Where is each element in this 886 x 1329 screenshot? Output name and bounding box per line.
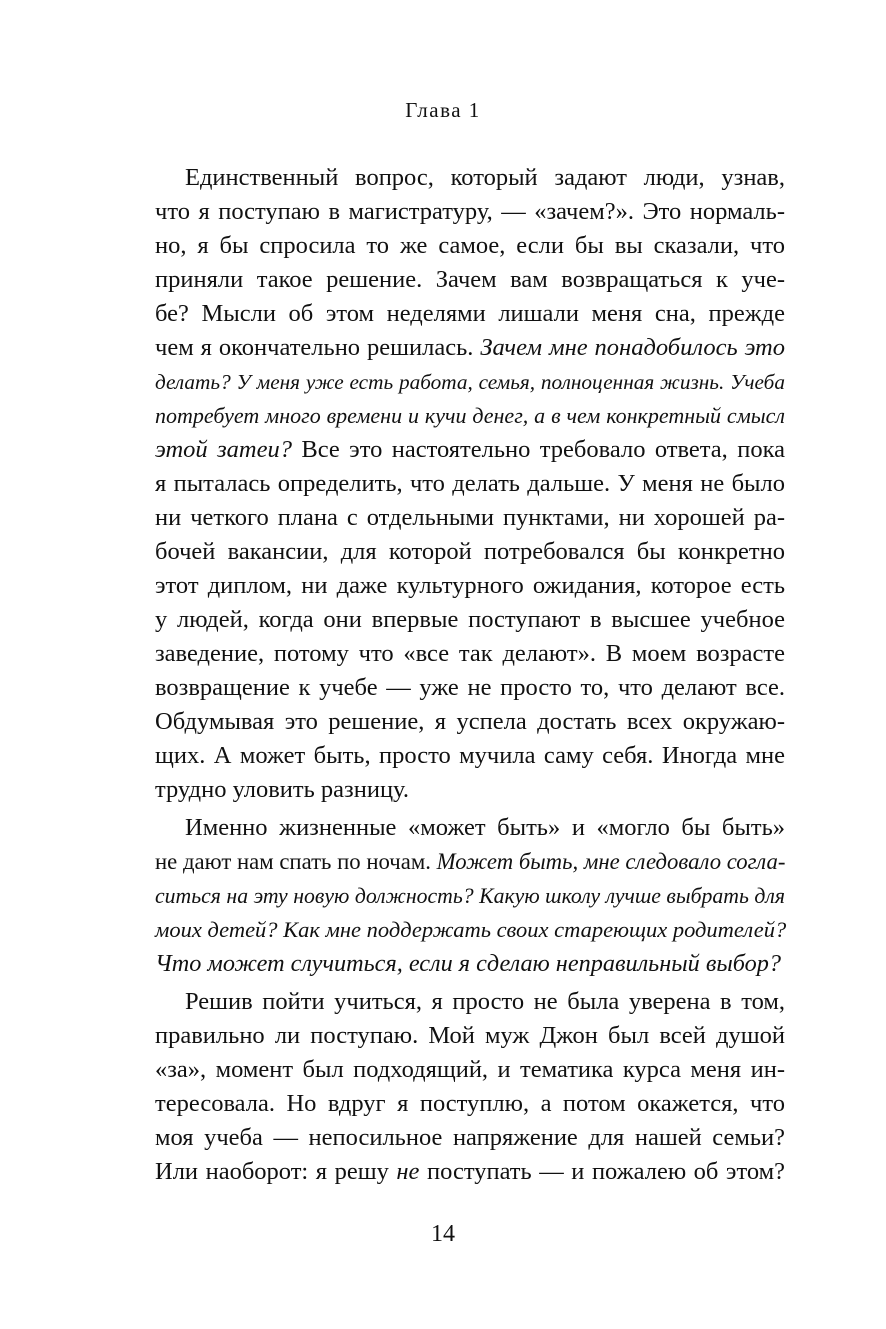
text-line: что я поступаю в магистратуру, — «зачем?». Это нормаль- — [155, 198, 785, 225]
text-line: ни четкого плана с отдельными пунктами, ни хорошей ра- — [155, 504, 785, 531]
italic-text: Что может случиться, если я сделаю неправильный выбор? — [155, 950, 782, 977]
italic-text: моих детей? Как мне поддержать своих стареющих родителей? — [155, 917, 787, 942]
text-line — [155, 913, 785, 947]
italic-text: Зачем мне понадобилось это — [480, 334, 785, 361]
text-line: правильно ли поступаю. Мой муж Джон был всей душой — [155, 1022, 785, 1049]
italic-text: потребует много времени и кучи денег, а в чем конкретный смысл — [155, 403, 785, 428]
text-line: Именно жизненные «может быть» и «могло бы быть» — [185, 814, 785, 841]
text-line: бе? Мысли об этом неделями лишали меня сна, прежде — [155, 300, 785, 327]
text-line — [155, 399, 785, 433]
italic-text: ситься на эту новую должность? Какую школу лучше выбрать для — [155, 884, 785, 908]
text-line: щих. А может быть, просто мучила саму себя. Иногда мне — [155, 742, 785, 769]
text-line: этой затеи? Все это настоятельно требовало ответа, пока — [155, 436, 785, 463]
text-line: не дают нам спать по ночам. Может быть, мне следовало согла- — [155, 849, 786, 874]
text-line: бочей вакансии, для которой потребовался бы конкретно — [155, 538, 785, 565]
italic-text: не — [396, 1158, 420, 1185]
text-line: «за», момент был подходящий, и тематика курса меня ин- — [155, 1056, 785, 1083]
text-line: Обдумывая это решение, я успела достать всех окружаю- — [155, 708, 785, 735]
text-line: я пыталась определить, что делать дальше. У меня не было — [155, 470, 785, 497]
italic-text: Может быть, мне следовало согла- — [436, 849, 786, 874]
text-line: возвращение к учебе — уже не просто то, что делают все. — [155, 674, 785, 701]
text-line: этот диплом, ни даже культурного ожидания, которое есть — [155, 572, 785, 599]
text-line: Или наоборот: я решу не поступать — и пожалею об этом? — [155, 1158, 785, 1185]
text-line — [155, 879, 785, 913]
chapter-header: Глава 1 — [405, 98, 481, 122]
text-line: Единственный вопрос, который задают люди, узнав, — [185, 164, 785, 191]
text-line: трудно уловить разницу. — [155, 776, 409, 803]
text-line: заведение, потому что «все так делают». В моем возрасте — [155, 640, 785, 667]
text-line: но, я бы спросила то же самое, если бы вы сказали, что — [155, 232, 785, 259]
italic-text: делать? У меня уже есть работа, семья, полноценная жизнь. Учеба — [155, 370, 785, 394]
text-line — [155, 947, 785, 981]
text-line: чем я окончательно решилась. Зачем мне понадобилось это — [155, 334, 785, 361]
text-line: приняли такое решение. Зачем вам возвращаться к уче- — [155, 266, 785, 293]
page-number: 14 — [431, 1221, 455, 1247]
text-line: у людей, когда они впервые поступают в высшее учебное — [155, 606, 785, 633]
text-line: Решив пойти учиться, я просто не была уверена в том, — [185, 988, 785, 1015]
italic-text: этой затеи? — [155, 436, 292, 463]
text-line — [155, 365, 785, 399]
text-line: моя учеба — непосильное напряжение для нашей семьи? — [155, 1124, 785, 1151]
text-line: тересовала. Но вдруг я поступлю, а потом окажется, что — [155, 1090, 785, 1117]
